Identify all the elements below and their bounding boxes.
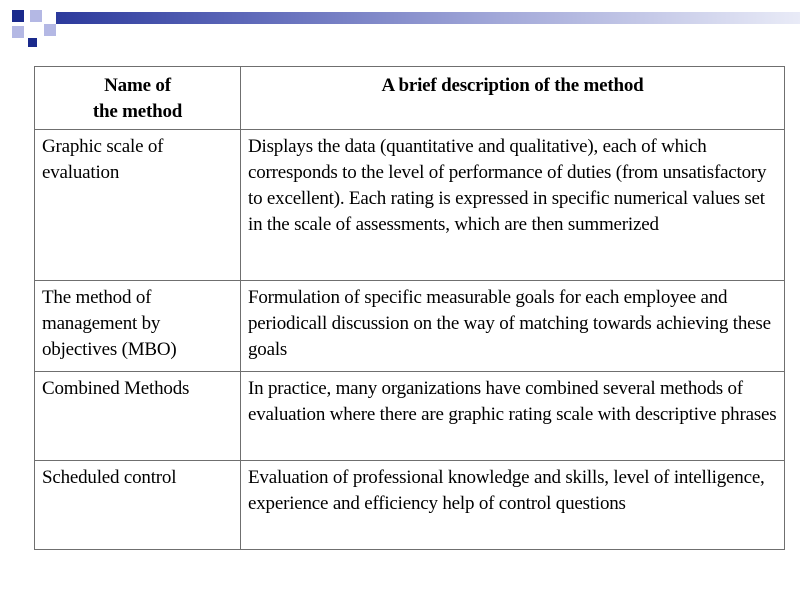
decorative-square-lavender <box>44 24 56 36</box>
table-row <box>35 281 785 372</box>
table-row <box>35 130 785 281</box>
method-description-cell: Formulation of specific measurable goals for each employee and periodicall discussion on the way of matching towards achieving these goals <box>241 281 785 372</box>
header-method-description: A brief description of the method <box>241 67 785 130</box>
method-description-cell: In practice, many organizations have combined several methods of evaluation where there are graphic rating scale with descriptive phrases <box>241 372 785 461</box>
method-name-cell: The method of management by objectives (MBO) <box>35 281 241 372</box>
decorative-gradient-bar <box>56 12 800 24</box>
method-name-cell: Combined Methods <box>35 372 241 461</box>
header-method-name-line2: the method <box>92 101 183 122</box>
method-description-cell: Evaluation of professional knowledge and skills, level of intelligence, experience and efficiency help of control questions <box>241 461 785 550</box>
header-method-name <box>35 67 241 130</box>
decorative-square-navy-large <box>12 10 24 22</box>
table-row <box>35 372 785 461</box>
decorative-square-navy <box>28 38 37 47</box>
method-description-cell: Displays the data (quantitative and qualitative), each of which corresponds to the level of performance of duties (from unsatisfactory to excellent). Each rating is expressed in specific numerical values set in the scale of assessments, which are then summerized <box>241 130 785 281</box>
table-header-row <box>35 67 785 130</box>
method-name-cell: Graphic scale of evaluation <box>35 130 241 281</box>
header-method-name-line1: Name of <box>104 75 171 96</box>
decorative-square-lavender <box>12 26 24 38</box>
table-row <box>35 461 785 550</box>
methods-table <box>34 66 785 550</box>
decorative-square-lavender <box>30 10 42 22</box>
method-name-cell: Scheduled control <box>35 461 241 550</box>
